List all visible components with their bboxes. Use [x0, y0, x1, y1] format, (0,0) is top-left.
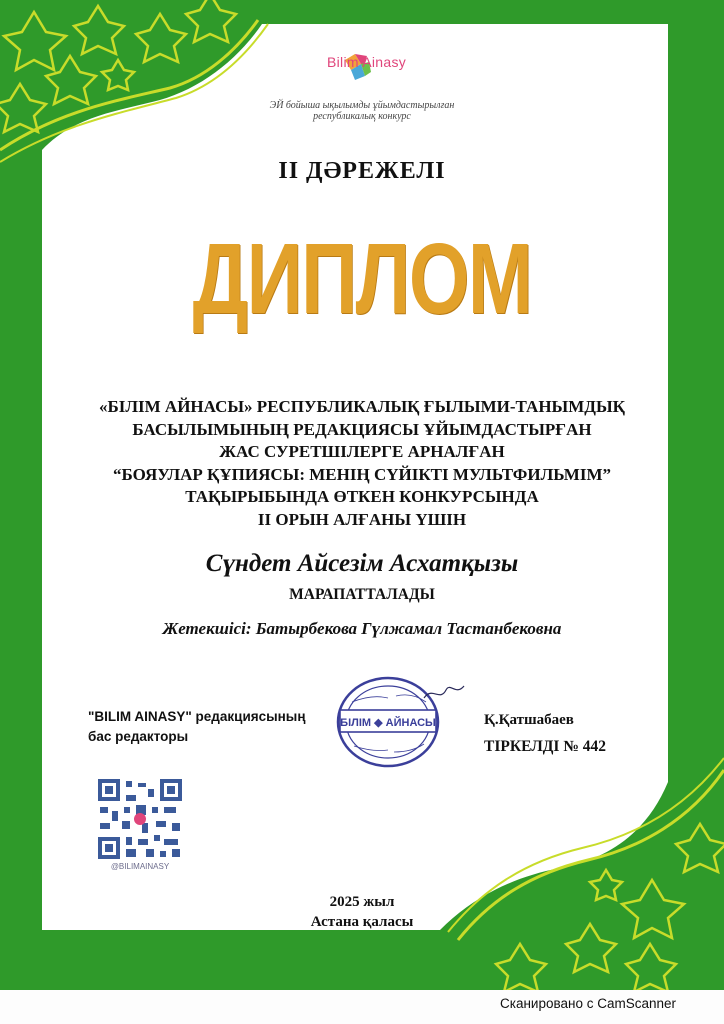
qr-caption: @BILIMAINASY	[110, 862, 170, 871]
statement-line: «БІЛІМ АЙНАСЫ» РЕСПУБЛИКАЛЫҚ ҒЫЛЫМИ-ТАНЫМДЫҚ	[99, 397, 625, 416]
contest-subtitle	[0, 100, 724, 122]
issue-year: 2025 жыл	[329, 894, 395, 910]
qr-code-icon[interactable]	[96, 777, 184, 861]
mentor-name: Жетекшісі: Батырбекова Гүлжамал Тастанбековна	[162, 619, 562, 638]
diploma-title: ДИПЛОМ	[192, 223, 532, 335]
awarded-label: МАРАПАТТАЛАДЫ	[289, 586, 435, 603]
editor-line: бас редакторы	[88, 729, 189, 744]
statement-line: БАСЫЛЫМЫНЫҢ РЕДАКЦИЯСЫ ҰЙЫМДАСТЫРҒАН	[132, 419, 592, 439]
scanner-watermark: Сканировано с CamScanner	[500, 996, 677, 1011]
editor-title	[88, 707, 348, 747]
award-statement	[0, 396, 724, 531]
statement-line: ЖАС СУРЕТШІЛЕРГЕ АРНАЛҒАН	[219, 442, 505, 461]
logo-text: Bilim Ainasy	[327, 54, 407, 70]
subtitle-line: ЭЙ бойыша ықылымды ұйымдастырылған	[269, 100, 455, 111]
issue-info	[0, 892, 724, 932]
round-stamp	[332, 672, 472, 772]
stamp-text: БІЛІМ ◆ АЙНАСЫ	[340, 717, 436, 729]
statement-line: “БОЯУЛАР ҚҰПИЯСЫ: МЕНІҢ СҮЙІКТІ МУЛЬТФИЛЬМІМ”	[112, 464, 612, 484]
subtitle-line: республикалық конкурс	[313, 111, 411, 122]
issue-city: Астана қаласы	[310, 914, 414, 930]
recipient-name: Сүндет Айсезім Асхатқызы	[205, 550, 519, 577]
editor-line: "BILIM AINASY" редакциясының	[88, 709, 306, 724]
statement-line: ІІ ОРЫН АЛҒАНЫ ҮШІН	[257, 509, 467, 529]
degree-label: ІІ ДӘРЕЖЕЛІ	[278, 158, 446, 184]
registration-number: ТІРКЕЛДІ № 442	[484, 738, 607, 755]
statement-line: ТАҚЫРЫБЫНДА ӨТКЕН КОНКУРСЫНДА	[185, 487, 539, 506]
signer-name: Қ.Қатшабаев	[484, 712, 574, 728]
